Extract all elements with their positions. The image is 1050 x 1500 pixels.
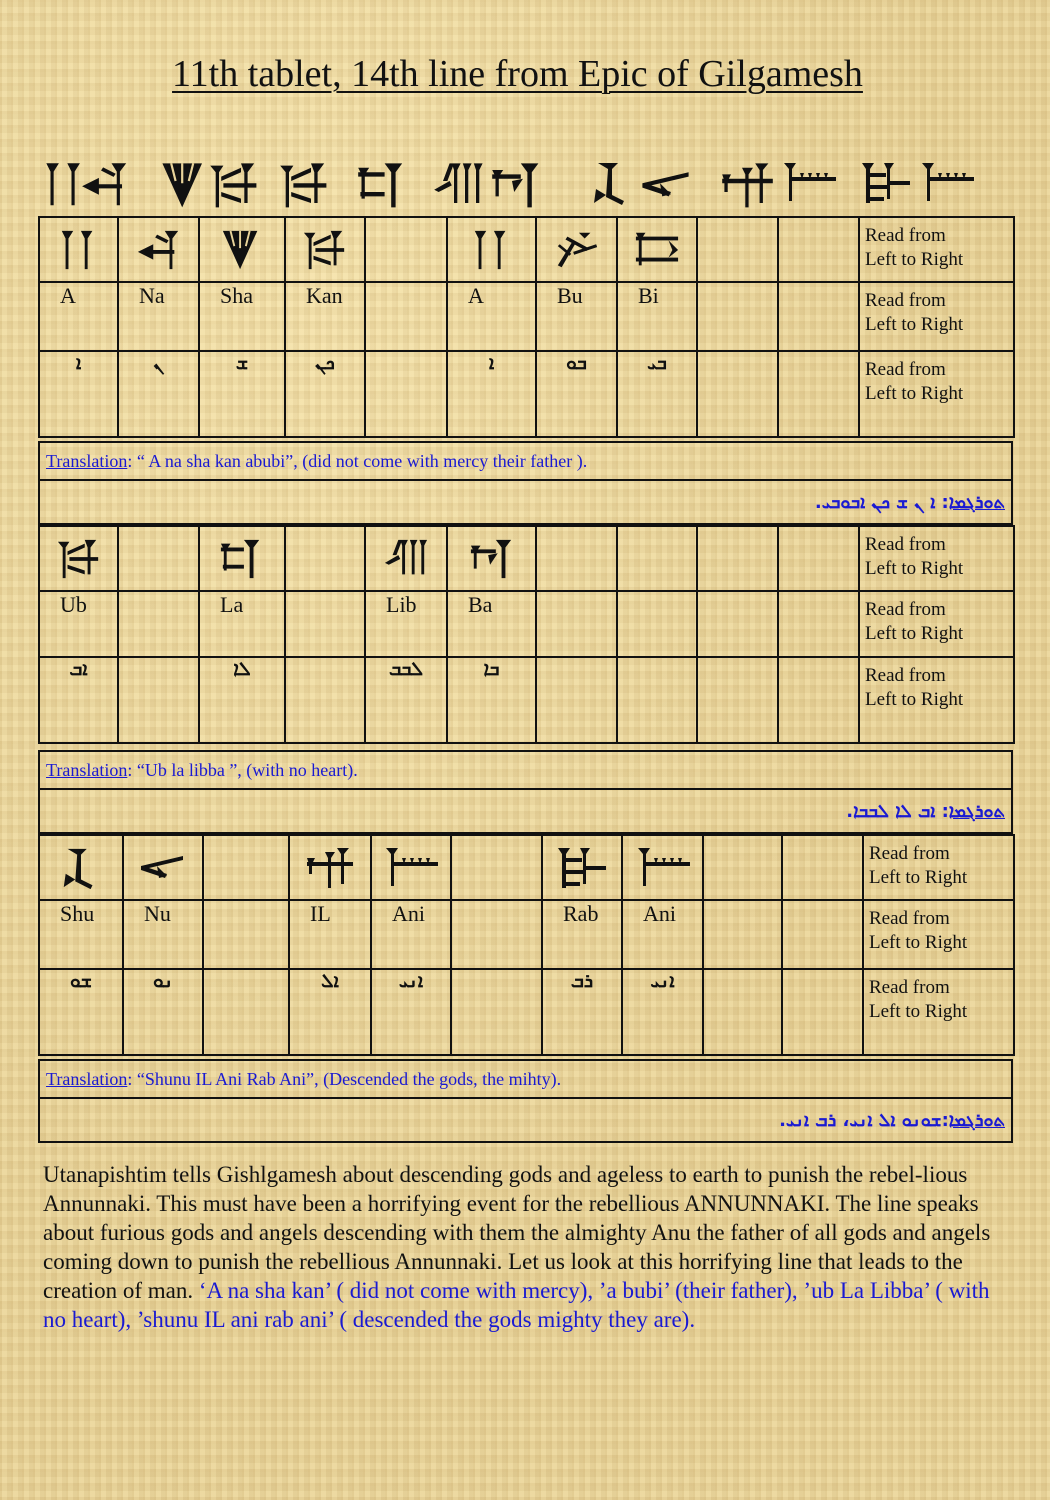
syriac-cell: ܐ [39, 351, 118, 437]
translation-box-3 [38, 1059, 1013, 1143]
syriac-cell [285, 657, 365, 743]
page-title: 11th tablet, 14th line from Epic of Gilgamesh [172, 53, 863, 95]
cuneiform-cell [542, 835, 622, 900]
read-direction-label: Read from Left to Right [863, 969, 1014, 1055]
syriac-cell: ܒܝ [617, 351, 697, 437]
syllable-cell [782, 900, 863, 969]
translation-link[interactable]: Translation [46, 1068, 128, 1089]
cuneiform-cell [365, 526, 447, 591]
syllable-cell: IL [289, 900, 371, 969]
syriac-cell [451, 969, 542, 1055]
read-direction-label: Read from Left to Right [859, 217, 1014, 282]
empty-cell [782, 835, 863, 900]
syriac-cell: ܐ [447, 351, 536, 437]
translation-english: Translation: “Ub la libba ”, (with no heart). [39, 751, 1012, 789]
syriac-cell: ܢ [118, 351, 199, 437]
read-direction-label: Read from Left to Right [859, 657, 1014, 743]
syllable-cell: Shu [39, 900, 123, 969]
translation-box-1 [38, 441, 1013, 525]
empty-cell [365, 217, 447, 282]
empty-cell [697, 526, 778, 591]
cuneiform-cell [199, 526, 285, 591]
paragraph-highlight: ‘A na sha kan’ ( did not come with mercy), ’a bubi’ (their father), ’ub La Libba’ ( with no heart), ’shunu IL ani rab ani’ ( descended the gods mighty they are). [43, 1278, 990, 1332]
syllable-cell [703, 900, 782, 969]
empty-cell [617, 526, 697, 591]
translation-english: Translation: “ A na sha kan abubi”, (did not come with mercy their father ). [39, 442, 1012, 480]
syllable-cell: Ub [39, 591, 118, 657]
empty-cell [778, 217, 859, 282]
syriac-cell: ܠܐ [199, 657, 285, 743]
read-direction-label: Read from Left to Right [859, 351, 1014, 437]
syriac-cell [703, 969, 782, 1055]
empty-cell [118, 526, 199, 591]
syllable-table-2 [38, 525, 1015, 744]
syllable-cell: Ba [447, 591, 536, 657]
syriac-cell [118, 657, 199, 743]
syllable-cell: Bi [617, 282, 697, 351]
syllable-cell [536, 591, 617, 657]
syriac-cell [617, 657, 697, 743]
syriac-cell [697, 657, 778, 743]
cuneiform-cell [39, 217, 118, 282]
syllable-cell [697, 591, 778, 657]
syllable-cell [118, 591, 199, 657]
commentary-paragraph [43, 1160, 1003, 1334]
read-direction-label: Read from Left to Right [859, 591, 1014, 657]
syriac-cell: ܢܘ [123, 969, 203, 1055]
empty-cell [703, 835, 782, 900]
syllable-cell [778, 282, 859, 351]
cuneiform-cell [285, 217, 365, 282]
empty-cell [203, 835, 289, 900]
syriac-cell: ܒܐ [447, 657, 536, 743]
syllable-cell: Rab [542, 900, 622, 969]
syllable-cell: Ani [371, 900, 451, 969]
syriac-cell: ܫ [199, 351, 285, 437]
syriac-cell: ܐܢܝ [622, 969, 703, 1055]
cuneiform-cell [39, 526, 118, 591]
empty-cell [451, 835, 542, 900]
translation-syriac: ܬܘܪܓܡܐ: ܐ ܢ ܫ ܟܢ ܐܒܘܒܝ. [39, 480, 1012, 524]
translation-box-2 [38, 750, 1013, 834]
cuneiform-banner [40, 155, 1000, 211]
syllable-cell [778, 591, 859, 657]
syriac-cell: ܐܠ [289, 969, 371, 1055]
syllable-table-1 [38, 216, 1015, 438]
syllable-cell [451, 900, 542, 969]
syriac-cell [365, 351, 447, 437]
empty-cell [536, 526, 617, 591]
translation-english: Translation: “Shunu IL Ani Rab Ani”, (Descended the gods, the mihty). [39, 1060, 1012, 1098]
translation-syriac: ܬܘܪܓܡܐ: ܐܒ ܠܐ ܠܒܒܐ. [39, 789, 1012, 833]
syriac-cell: ܟܢ [285, 351, 365, 437]
read-direction-label: Read from Left to Right [859, 282, 1014, 351]
syllable-cell: La [199, 591, 285, 657]
cuneiform-cell [371, 835, 451, 900]
syllable-cell [365, 282, 447, 351]
syllable-cell: Nu [123, 900, 203, 969]
syriac-cell [536, 657, 617, 743]
syriac-cell: ܠܒܒ [365, 657, 447, 743]
syriac-cell: ܪܒ [542, 969, 622, 1055]
read-direction-label: Read from Left to Right [863, 900, 1014, 969]
translation-link[interactable]: Translation [46, 450, 128, 471]
syllable-cell: Ani [622, 900, 703, 969]
syriac-cell [778, 657, 859, 743]
read-direction-label: Read from Left to Right [863, 835, 1014, 900]
translation-syriac: ܬܘܪܓܡܐ:ܫܘܢܘ ܐܠ ܐܢܝ، ܪܒ ܐܢܝ. [39, 1098, 1012, 1142]
syllable-cell: Na [118, 282, 199, 351]
read-direction-label: Read from Left to Right [859, 526, 1014, 591]
cuneiform-cell [622, 835, 703, 900]
cuneiform-cell [447, 526, 536, 591]
empty-cell [285, 526, 365, 591]
cuneiform-cell [123, 835, 203, 900]
syriac-cell [203, 969, 289, 1055]
paragraph-text: Utanapishtim tells Gishlgamesh about descending gods and ageless to earth to punish the rebel-lious Annunnaki. This must have been a horrifying event for the rebellious ANNUNNAKI. The line speaks about furious gods and angels descending with them the almighty Anu the father of all gods and angels coming down to punish the rebellious Annunnaki. Let us look at this horrifying line that leads to the creation of man. [43, 1162, 991, 1303]
cuneiform-cell [536, 217, 617, 282]
syllable-cell [617, 591, 697, 657]
syriac-cell [782, 969, 863, 1055]
cuneiform-cell [289, 835, 371, 900]
syllable-cell: Lib [365, 591, 447, 657]
cuneiform-cell [199, 217, 285, 282]
syllable-cell: Kan [285, 282, 365, 351]
cuneiform-cell [447, 217, 536, 282]
syriac-cell: ܐܒ [39, 657, 118, 743]
syllable-cell [203, 900, 289, 969]
syriac-cell: ܒܘ [536, 351, 617, 437]
cuneiform-cell [118, 217, 199, 282]
syllable-cell: Sha [199, 282, 285, 351]
syriac-cell [697, 351, 778, 437]
syriac-cell [778, 351, 859, 437]
syllable-table-3 [38, 834, 1015, 1056]
syllable-cell: A [447, 282, 536, 351]
empty-cell [778, 526, 859, 591]
syllable-cell: A [39, 282, 118, 351]
cuneiform-cell [617, 217, 697, 282]
syllable-cell [285, 591, 365, 657]
translation-link[interactable]: Translation [46, 759, 128, 780]
syllable-cell [697, 282, 778, 351]
cuneiform-cell [39, 835, 123, 900]
empty-cell [697, 217, 778, 282]
syriac-cell: ܐܢܝ [371, 969, 451, 1055]
syriac-cell: ܫܘ [39, 969, 123, 1055]
syllable-cell: Bu [536, 282, 617, 351]
